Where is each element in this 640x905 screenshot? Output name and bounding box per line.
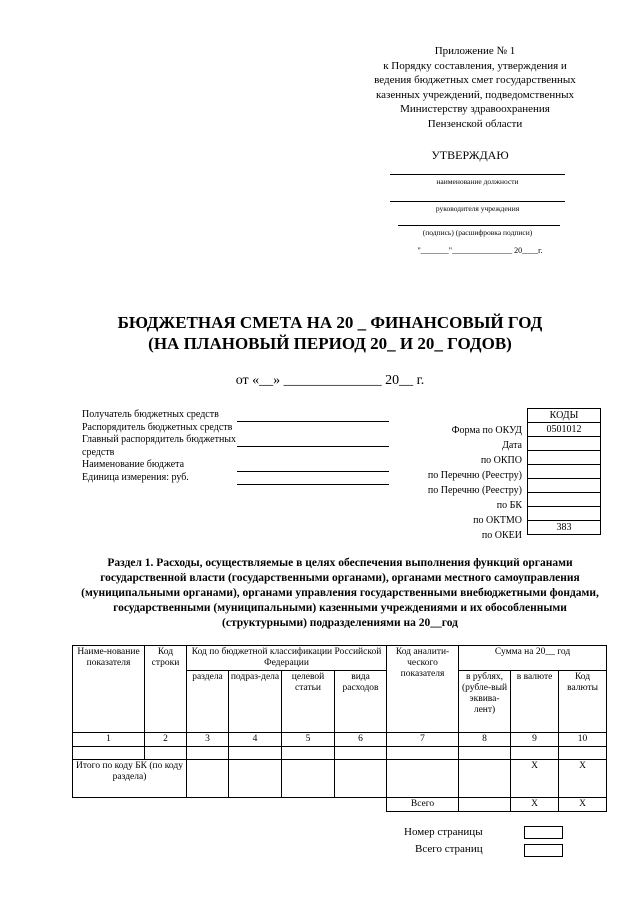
header-currency: в валюте xyxy=(511,671,559,733)
col-number: 5 xyxy=(282,733,335,747)
budget-name-line xyxy=(237,484,389,485)
code-value[interactable] xyxy=(528,451,601,465)
table-cell[interactable] xyxy=(229,760,282,798)
codes-table xyxy=(527,408,601,535)
code-value[interactable] xyxy=(528,479,601,493)
page-number-label: Номер страницы xyxy=(404,826,483,838)
table-cell[interactable] xyxy=(459,798,511,812)
code-label: по ОКЕИ xyxy=(481,530,522,541)
head-line xyxy=(390,201,565,202)
position-caption: наименование должности xyxy=(436,177,519,186)
budget-name-label: Наименование бюджета xyxy=(82,459,185,470)
x-mark: X xyxy=(511,798,559,812)
col-number: 10 xyxy=(559,733,607,747)
x-mark: X xyxy=(511,760,559,798)
from-date: от «__» ______________ 20__ г. xyxy=(235,373,425,388)
table-cell[interactable] xyxy=(511,747,559,760)
total-pages-box[interactable] xyxy=(524,844,563,857)
col-number: 2 xyxy=(145,733,187,747)
unit-label: Единица измерения: руб. xyxy=(82,471,189,483)
code-label: по БК xyxy=(496,500,522,511)
table-cell[interactable] xyxy=(335,747,387,760)
section-title: Раздел 1. Расходы, осуществляемые в целях обеспечения выполнения функций органами государственной власти (государственными органами), органами местного самоуправления (муниципальными органами), органами управления государственными внебюджетными фондами, государственными (муниципальными) казенными учреждениями и их обособленными (структурными) подразделениями на 20__год xyxy=(81,557,599,629)
recipient-line xyxy=(237,421,389,422)
table-cell[interactable] xyxy=(387,747,459,760)
manager-line xyxy=(237,446,389,447)
col-number: 1 xyxy=(73,733,145,747)
header-section: раздела xyxy=(187,671,229,733)
col-number: 8 xyxy=(459,733,511,747)
header-target: целевой статьи xyxy=(282,671,335,733)
appendix-line: ведения бюджетных смет государственных xyxy=(374,74,576,86)
col-number: 3 xyxy=(187,733,229,747)
appendix-line: Приложение № 1 xyxy=(434,45,516,57)
signature-line xyxy=(398,225,560,226)
title-line-1: БЮДЖЕТНАЯ СМЕТА НА 20 _ ФИНАНСОВЫЙ ГОД xyxy=(117,313,543,332)
table-cell[interactable] xyxy=(73,747,145,760)
header-bk: Код по бюджетной классификации Российской Федерации xyxy=(187,646,387,671)
code-label: Форма по ОКУД xyxy=(451,425,522,436)
table-cell[interactable] xyxy=(282,747,335,760)
header-currency-code: Код валюты xyxy=(559,671,607,733)
code-value[interactable] xyxy=(528,493,601,507)
code-value[interactable]: 0501012 xyxy=(528,423,601,437)
page-number-box[interactable] xyxy=(524,826,563,839)
header-analytic: Код аналити-ческого показателя xyxy=(387,646,459,733)
table-cell[interactable] xyxy=(187,747,229,760)
table-cell[interactable] xyxy=(459,747,511,760)
table-cell[interactable] xyxy=(459,760,511,798)
code-label: по ОКТМО xyxy=(473,515,522,526)
table-cell[interactable] xyxy=(229,747,282,760)
col-number: 6 xyxy=(335,733,387,747)
code-label: по Перечню (Реестру) xyxy=(427,485,522,496)
blank-cell xyxy=(73,798,387,812)
x-mark: X xyxy=(559,798,607,812)
head-caption: руководителя учреждения xyxy=(435,204,520,213)
budget-table xyxy=(72,645,607,812)
total-pages-label: Всего страниц xyxy=(415,843,483,855)
total-bk-label: Итого по коду БК (по коду раздела) xyxy=(73,760,187,798)
recipient-label: Получатель бюджетных средств xyxy=(82,409,219,420)
appendix-block xyxy=(360,44,590,131)
table-cell[interactable] xyxy=(559,747,607,760)
x-mark: X xyxy=(559,760,607,798)
code-value[interactable] xyxy=(528,437,601,451)
codes-header: КОДЫ xyxy=(528,409,601,423)
total-bk-row xyxy=(73,760,607,798)
code-label: Дата xyxy=(502,440,522,451)
position-line xyxy=(390,174,565,175)
header-sum: Сумма на 20__ год xyxy=(459,646,607,671)
appendix-line: Министерству здравоохранения xyxy=(400,103,550,115)
col-number: 4 xyxy=(229,733,282,747)
col-number: 9 xyxy=(511,733,559,747)
appendix-line: казенных учреждений, подведомственных xyxy=(375,88,575,101)
table-cell[interactable] xyxy=(282,760,335,798)
table-cell[interactable] xyxy=(387,760,459,798)
header-rub: в рублях, (рубле-вый эквива-лент) xyxy=(459,671,511,733)
total-all-label: Всего xyxy=(387,798,459,812)
col-number: 7 xyxy=(387,733,459,747)
header-subsection: подраз-дела xyxy=(229,671,282,733)
signature-caption: (подпись) (расшифровка подписи) xyxy=(422,228,533,237)
code-label: по ОКПО xyxy=(480,455,522,466)
codes-labels xyxy=(380,423,522,543)
title-line-2: (НА ПЛАНОВЫЙ ПЕРИОД 20_ И 20_ ГОДОВ) xyxy=(148,334,512,353)
table-cell[interactable] xyxy=(145,747,187,760)
header-name: Наиме-нование показателя xyxy=(73,646,145,733)
appendix-line: Пензенской области xyxy=(427,117,523,130)
approve-title: УТВЕРЖДАЮ xyxy=(431,148,509,162)
left-fields xyxy=(82,409,242,484)
total-all-row xyxy=(73,798,607,812)
code-value[interactable] xyxy=(528,465,601,479)
manager-label: Распорядитель бюджетных средств xyxy=(82,421,233,433)
main-manager-line xyxy=(237,471,389,472)
table-row xyxy=(73,747,607,760)
table-cell[interactable] xyxy=(335,760,387,798)
code-value[interactable] xyxy=(528,507,601,521)
code-value[interactable]: 383 xyxy=(528,521,601,535)
table-cell[interactable] xyxy=(187,760,229,798)
page-title xyxy=(60,312,600,354)
code-label: по Перечню (Реестру) xyxy=(427,470,522,481)
header-expense: вида расходов xyxy=(335,671,387,733)
appendix-line: к Порядку составления, утверждения и xyxy=(383,59,567,72)
main-manager-label: Главный распорядитель бюджетных средств xyxy=(82,434,237,458)
approve-date: "_______"_______________ 20____г. xyxy=(417,246,543,255)
header-code: Код строки xyxy=(145,646,187,733)
